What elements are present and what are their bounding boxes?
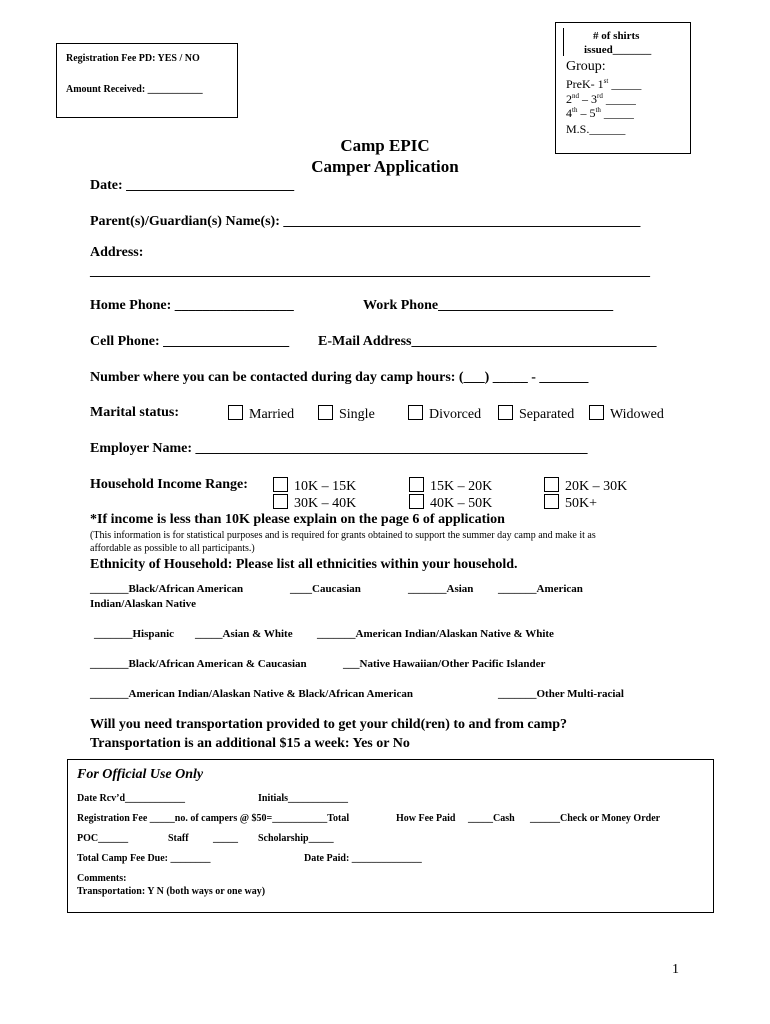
- total-camp-fee[interactable]: Total Camp Fee Due: ________: [77, 853, 211, 864]
- registration-fee-paid: Registration Fee PD: YES / NO: [66, 53, 200, 64]
- marital-option-widowed[interactable]: Widowed: [589, 405, 664, 423]
- initials[interactable]: Initials____________: [258, 793, 349, 804]
- income-note: *If income is less than 10K please explain on the page 6 of application: [90, 512, 505, 527]
- ethnicity-caucasian[interactable]: ____Caucasian: [290, 583, 361, 595]
- date-paid[interactable]: Date Paid: ______________: [304, 853, 422, 864]
- statistical-note-2: affordable as possible to all participants.): [90, 543, 255, 554]
- title-camper-application: Camper Application: [311, 157, 459, 176]
- income-option-40-50k[interactable]: 40K – 50K: [409, 494, 492, 512]
- checkbox-50k-plus[interactable]: [544, 494, 559, 509]
- checkbox-15-20k[interactable]: [409, 477, 424, 492]
- ethnicity-asian-white[interactable]: _____Asian & White: [195, 628, 293, 640]
- checkbox-separated[interactable]: [498, 405, 513, 420]
- ethnicity-black-caucasian[interactable]: _______Black/African American & Caucasian: [90, 658, 307, 670]
- group-ms: M.S.______: [566, 122, 626, 136]
- income-option-10-15k[interactable]: 10K – 15K: [273, 477, 356, 495]
- ethnicity-asian[interactable]: _______Asian: [408, 583, 474, 595]
- checkbox-widowed[interactable]: [589, 405, 604, 420]
- ethnicity-native-white[interactable]: _______American Indian/Alaskan Native & White: [317, 628, 554, 640]
- marital-option-divorced[interactable]: Divorced: [408, 405, 481, 423]
- paid-check[interactable]: ______Check or Money Order: [530, 813, 661, 824]
- ethnicity-heading: Ethnicity of Household: Please list all ethnicities within your household.: [90, 557, 518, 572]
- ethnicity-native-black[interactable]: _______American Indian/Alaskan Native & Black/African American: [90, 688, 413, 700]
- paid-cash[interactable]: _____Cash: [468, 813, 515, 824]
- ethnicity-american[interactable]: _______American: [498, 583, 583, 595]
- registration-fee-line[interactable]: Registration Fee _____no. of campers @ $50=___________Total: [77, 813, 350, 824]
- marital-option-married[interactable]: Married: [228, 405, 294, 423]
- transportation-official[interactable]: Transportation: Y N (both ways or one way): [77, 886, 266, 897]
- group-4-5: 4th – 5th _____: [566, 106, 634, 120]
- marital-option-separated[interactable]: Separated: [498, 405, 574, 423]
- amount-received: Amount Received: ___________: [66, 84, 203, 95]
- group-label: Group:: [566, 59, 606, 74]
- how-fee-paid: How Fee Paid: [396, 813, 456, 824]
- comments[interactable]: Comments:: [77, 873, 127, 884]
- shirts-issued: issued_______: [584, 44, 652, 56]
- ethnicity-indian-alaskan: Indian/Alaskan Native: [90, 598, 197, 610]
- transport-cost[interactable]: Transportation is an additional $15 a week: Yes or No: [90, 736, 410, 751]
- marital-option-single[interactable]: Single: [318, 405, 375, 423]
- marital-status-label: Marital status:: [90, 405, 180, 420]
- staff-blank[interactable]: _____: [213, 833, 238, 844]
- transport-question: Will you need transportation provided to get your child(ren) to and from camp?: [90, 717, 568, 732]
- scholarship[interactable]: Scholarship_____: [258, 833, 334, 844]
- employer-field[interactable]: Employer Name: ________________________________________________________: [90, 441, 588, 456]
- poc[interactable]: POC______: [77, 833, 129, 844]
- cell-phone-field[interactable]: Cell Phone: __________________: [90, 334, 290, 349]
- date-field[interactable]: Date: ________________________: [90, 178, 295, 193]
- checkbox-divorced[interactable]: [408, 405, 423, 420]
- official-use-heading: For Official Use Only: [77, 767, 204, 782]
- title-camp-epic: Camp EPIC: [340, 136, 430, 155]
- income-option-20-30k[interactable]: 20K – 30K: [544, 477, 627, 495]
- checkbox-20-30k[interactable]: [544, 477, 559, 492]
- checkbox-single[interactable]: [318, 405, 333, 420]
- home-phone-field[interactable]: Home Phone: _________________: [90, 298, 294, 313]
- income-label: Household Income Range:: [90, 477, 248, 492]
- ethnicity-hawaiian[interactable]: ___Native Hawaiian/Other Pacific Islander: [343, 658, 546, 670]
- checkbox-married[interactable]: [228, 405, 243, 420]
- checkbox-30-40k[interactable]: [273, 494, 288, 509]
- income-option-15-20k[interactable]: 15K – 20K: [409, 477, 492, 495]
- income-option-50k-plus[interactable]: 50K+: [544, 494, 597, 512]
- parents-field[interactable]: Parent(s)/Guardian(s) Name(s): ___________________________________________________: [90, 214, 641, 229]
- ethnicity-hispanic[interactable]: _______Hispanic: [94, 628, 175, 640]
- group-2-3: 2nd – 3rd _____: [566, 92, 636, 106]
- staff-label: Staff: [168, 833, 189, 844]
- checkbox-40-50k[interactable]: [409, 494, 424, 509]
- work-phone-field[interactable]: Work Phone_________________________: [363, 298, 614, 313]
- contact-hours-field[interactable]: Number where you can be contacted during day camp hours: (___) _____ - _______: [90, 370, 589, 385]
- ethnicity-multiracial[interactable]: _______Other Multi-racial: [498, 688, 624, 700]
- page-number: 1: [672, 962, 679, 977]
- group-prek: PreK- 1st _____: [566, 77, 642, 91]
- shirts-title: # of shirts: [593, 30, 640, 42]
- email-field[interactable]: E-Mail Address___________________________________: [318, 334, 657, 349]
- ethnicity-black[interactable]: _______Black/African American: [90, 583, 244, 595]
- address-label: Address:: [90, 245, 144, 260]
- income-option-30-40k[interactable]: 30K – 40K: [273, 494, 356, 512]
- shirts-vertical-line: [563, 28, 564, 56]
- date-received[interactable]: Date Rcv’d____________: [77, 793, 186, 804]
- address-field[interactable]: ________________________________________________________________________________: [90, 264, 650, 279]
- statistical-note-1: (This information is for statistical purposes and is required for grants obtained to support the summer day camp and make it as: [90, 530, 596, 541]
- checkbox-10-15k[interactable]: [273, 477, 288, 492]
